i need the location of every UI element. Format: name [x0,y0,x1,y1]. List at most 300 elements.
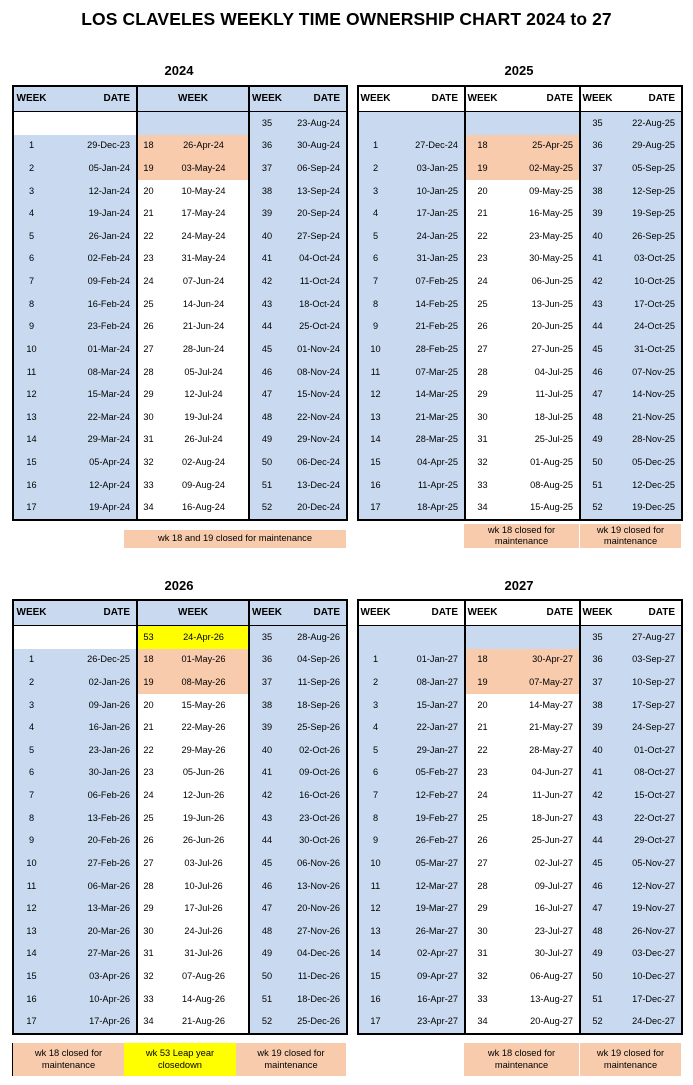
week-number-cell: 39 [249,717,284,740]
date-cell: 04-Jun-27 [499,762,580,785]
date-cell: 01-Jan-27 [392,649,465,672]
week-number-cell: 19 [137,157,159,180]
table-row [358,852,682,875]
week-number-cell: 42 [249,270,284,293]
table-row [358,920,682,943]
date-cell: 23-Feb-24 [49,316,137,339]
date-cell: 31-Jan-25 [392,248,465,271]
table-row [13,270,347,293]
week-number-cell: 4 [358,717,392,740]
week-number-cell: 16 [13,988,49,1011]
table-row [13,451,347,474]
date-cell: 08-Oct-27 [614,762,682,785]
date-cell: 14-Nov-25 [614,384,682,407]
date-cell: 14-Jun-24 [159,293,249,316]
table-row [13,694,347,717]
week-number-cell: 52 [580,497,614,521]
date-cell: 17-Sep-27 [614,694,682,717]
week-number-cell: 25 [137,807,159,830]
table-row [13,830,347,853]
table-row [358,875,682,898]
week-number-cell: 2 [358,671,392,694]
table-row [13,225,347,248]
week-number-cell: 10 [13,338,49,361]
week-number-cell: 50 [249,965,284,988]
table-row [358,694,682,717]
date-cell: 05-Jan-24 [49,157,137,180]
date-cell: 20-Aug-27 [499,1011,580,1035]
week-number-cell: 11 [358,361,392,384]
week-number-cell: 48 [249,406,284,429]
date-cell: 14-Feb-25 [392,293,465,316]
maintenance-note-wk18-19: wk 18 and 19 closed for maintenance [124,530,346,548]
week-number-cell: 47 [580,384,614,407]
week-number-cell: 33 [465,474,499,497]
week-number-cell: 22 [465,225,499,248]
date-cell: 09-Aug-24 [159,474,249,497]
week-number-cell: 47 [249,898,284,921]
table-row [13,717,347,740]
date-cell: 25-Dec-26 [284,1011,347,1035]
week-number-cell: 2 [13,157,49,180]
header-row [358,86,682,112]
date-cell: 28-Nov-25 [614,429,682,452]
header-week: WEEK [580,86,614,112]
date-cell: 13-Dec-24 [284,474,347,497]
date-cell: 10-Dec-27 [614,965,682,988]
header-week: WEEK [580,600,614,626]
week-number-cell: 3 [358,180,392,203]
table-row [358,626,682,649]
date-cell: 22-May-26 [159,717,249,740]
date-cell: 06-Nov-26 [284,852,347,875]
table-row [358,225,682,248]
date-cell: 03-Jan-25 [392,157,465,180]
header-week: WEEK [249,600,284,626]
date-cell: 09-Apr-27 [392,965,465,988]
week-number-cell: 37 [249,157,284,180]
table-2024 [12,85,348,521]
date-cell: 18-Sep-26 [284,694,347,717]
week-number-cell: 36 [580,135,614,158]
week-number-cell: 32 [137,965,159,988]
week-number-cell: 24 [137,784,159,807]
week-number-cell: 26 [137,316,159,339]
week-number-cell: 38 [249,180,284,203]
week-number-cell: 21 [137,203,159,226]
week-number-cell: 28 [465,361,499,384]
week-number-cell: 1 [13,135,49,158]
date-cell: 05-Sep-25 [614,157,682,180]
week-number-cell: 30 [465,406,499,429]
date-cell: 21-Jun-24 [159,316,249,339]
week-number-cell: 45 [249,852,284,875]
week-number-cell: 11 [13,361,49,384]
date-cell: 16-Oct-26 [284,784,347,807]
week-number-cell: 23 [465,762,499,785]
date-cell: 12-Sep-25 [614,180,682,203]
date-cell: 16-Jan-26 [49,717,137,740]
week-number-cell: 40 [249,739,284,762]
table-row [358,429,682,452]
week-number-cell: 46 [580,361,614,384]
week-number-cell: 27 [465,852,499,875]
week-number-cell: 44 [580,316,614,339]
date-cell: 27-Mar-26 [49,943,137,966]
date-cell: 24-Dec-27 [614,1011,682,1035]
table-row [358,157,682,180]
week-number-cell: 24 [465,784,499,807]
date-cell: 11-Sep-26 [284,671,347,694]
week-number-cell: 43 [249,293,284,316]
week-number-cell: 45 [580,852,614,875]
week-number-cell: 4 [13,203,49,226]
date-cell: 05-Jul-24 [159,361,249,384]
maintenance-note-wk19: wk 19 closed for maintenance [580,1043,681,1076]
week-number-cell: 16 [13,474,49,497]
date-cell: 15-May-26 [159,694,249,717]
week-number-cell: 10 [358,338,392,361]
date-cell: 01-Aug-25 [499,451,580,474]
date-cell: 06-Dec-24 [284,451,347,474]
week-number-cell: 44 [580,830,614,853]
table-row [358,762,682,785]
week-number-cell: 9 [13,316,49,339]
week-number-cell: 35 [249,626,284,649]
week-number-cell: 5 [358,225,392,248]
week-number-cell: 51 [249,988,284,1011]
week-number-cell: 12 [13,384,49,407]
week-number-cell: 27 [465,338,499,361]
week-number-cell: 37 [249,671,284,694]
date-cell: 06-Jun-25 [499,270,580,293]
date-cell [392,626,465,649]
date-cell: 17-Apr-26 [49,1011,137,1035]
week-number-cell: 18 [137,135,159,158]
table-row [358,649,682,672]
table-row [358,988,682,1011]
date-cell: 10-Oct-25 [614,270,682,293]
date-cell: 20-Mar-26 [49,920,137,943]
header-week: WEEK [358,86,392,112]
date-cell: 03-Oct-25 [614,248,682,271]
date-cell: 16-Jul-27 [499,898,580,921]
week-number-cell: 39 [580,203,614,226]
week-number-cell: 35 [249,112,284,135]
table-row [13,762,347,785]
date-cell: 19-Sep-25 [614,203,682,226]
table-row [358,180,682,203]
date-cell: 29-Aug-25 [614,135,682,158]
week-number-cell: 31 [465,943,499,966]
week-number-cell: 7 [358,270,392,293]
table-row [13,338,347,361]
header-week: WEEK [13,86,49,112]
table-row [358,807,682,830]
date-cell: 14-Mar-25 [392,384,465,407]
date-cell: 07-Jun-24 [159,270,249,293]
week-number-cell: 20 [137,694,159,717]
week-number-cell: 25 [465,293,499,316]
date-cell [392,112,465,135]
date-cell: 03-Dec-27 [614,943,682,966]
week-number-cell: 6 [13,762,49,785]
date-cell: 15-Aug-25 [499,497,580,521]
date-cell: 04-Sep-26 [284,649,347,672]
week-number-cell: 30 [137,920,159,943]
week-number-cell: 49 [249,429,284,452]
week-number-cell: 50 [580,965,614,988]
week-number-cell: 48 [580,406,614,429]
week-number-cell: 17 [358,497,392,521]
week-number-cell [13,112,49,135]
header-week: WEEK [465,86,499,112]
table-row [13,361,347,384]
date-cell: 30-Oct-26 [284,830,347,853]
table-row [358,338,682,361]
table-row [358,203,682,226]
week-number-cell: 42 [249,784,284,807]
date-cell: 11-Jul-25 [499,384,580,407]
table-row [13,406,347,429]
week-number-cell: 25 [465,807,499,830]
date-cell: 12-Feb-27 [392,784,465,807]
table-row [13,248,347,271]
week-number-cell: 7 [358,784,392,807]
table-row [13,875,347,898]
week-number-cell: 29 [465,384,499,407]
date-cell: 06-Feb-26 [49,784,137,807]
date-cell: 16-Apr-27 [392,988,465,1011]
date-cell: 19-Jan-24 [49,203,137,226]
week-number-cell: 49 [249,943,284,966]
table-2026 [12,599,348,1035]
week-number-cell: 15 [13,451,49,474]
date-cell: 13-Feb-26 [49,807,137,830]
date-cell: 19-Feb-27 [392,807,465,830]
week-number-cell: 14 [13,943,49,966]
date-cell: 05-Feb-27 [392,762,465,785]
header-week: WEEK [358,600,392,626]
date-cell: 26-Dec-25 [49,649,137,672]
table-row [13,807,347,830]
date-cell: 31-Oct-25 [614,338,682,361]
table-row [358,943,682,966]
week-number-cell: 7 [13,270,49,293]
week-number-cell: 5 [13,225,49,248]
date-cell: 02-May-25 [499,157,580,180]
date-cell: 12-Jan-24 [49,180,137,203]
week-number-cell: 1 [358,135,392,158]
header-date: DATE [392,600,465,626]
week-number-cell: 11 [13,875,49,898]
week-number-cell: 51 [249,474,284,497]
date-cell: 20-Jun-25 [499,316,580,339]
table-row [358,497,682,521]
date-cell: 29-Jan-27 [392,739,465,762]
week-number-cell: 21 [137,717,159,740]
week-number-cell: 4 [13,717,49,740]
week-number-cell: 33 [465,988,499,1011]
date-cell: 23-Apr-27 [392,1011,465,1035]
week-number-cell: 21 [465,717,499,740]
table-row [13,784,347,807]
week-number-cell: 10 [358,852,392,875]
week-number-cell: 23 [137,762,159,785]
week-number-cell: 44 [249,830,284,853]
date-cell: 11-Jun-27 [499,784,580,807]
week-number-cell: 30 [465,920,499,943]
date-cell: 05-Dec-25 [614,451,682,474]
date-cell: 16-Aug-24 [159,497,249,521]
week-number-cell: 11 [358,875,392,898]
date-cell: 08-Nov-24 [284,361,347,384]
date-cell: 07-Feb-25 [392,270,465,293]
date-cell: 18-Jun-27 [499,807,580,830]
date-cell: 02-Jan-26 [49,671,137,694]
table-row [358,316,682,339]
week-number-cell: 13 [358,920,392,943]
week-number-cell: 52 [249,1011,284,1035]
header-date: DATE [284,86,347,112]
week-number-cell: 21 [465,203,499,226]
date-cell: 28-Feb-25 [392,338,465,361]
week-number-cell: 16 [358,988,392,1011]
table-row [13,135,347,158]
date-cell: 21-May-27 [499,717,580,740]
date-cell: 20-Dec-24 [284,497,347,521]
date-cell: 23-May-25 [499,225,580,248]
week-number-cell: 37 [580,671,614,694]
date-cell: 17-Jan-25 [392,203,465,226]
date-cell: 23-Aug-24 [284,112,347,135]
table-row [358,474,682,497]
date-cell: 19-Jul-24 [159,406,249,429]
table-row [13,474,347,497]
date-cell: 28-May-27 [499,739,580,762]
week-number-cell: 5 [13,739,49,762]
date-cell: 25-Oct-24 [284,316,347,339]
header-row [13,86,347,112]
date-cell: 26-Apr-24 [159,135,249,158]
table-row [358,248,682,271]
date-cell: 29-Oct-27 [614,830,682,853]
week-number-cell: 41 [580,248,614,271]
date-cell: 06-Mar-26 [49,875,137,898]
week-number-cell [137,112,159,135]
maintenance-note-wk18: wk 18 closed for maintenance [464,524,579,548]
table-row [358,293,682,316]
week-number-cell: 3 [358,694,392,717]
week-number-cell: 4 [358,203,392,226]
date-cell: 21-Feb-25 [392,316,465,339]
date-cell: 22-Aug-25 [614,112,682,135]
date-cell: 02-Feb-24 [49,248,137,271]
date-cell: 24-Sep-27 [614,717,682,740]
date-cell: 30-Apr-27 [499,649,580,672]
date-cell: 30-Jan-26 [49,762,137,785]
date-cell: 17-May-24 [159,203,249,226]
week-number-cell: 50 [580,451,614,474]
week-number-cell: 3 [13,180,49,203]
week-number-cell: 15 [358,451,392,474]
week-number-cell: 6 [13,248,49,271]
table-row [13,739,347,762]
week-number-cell: 14 [358,943,392,966]
date-cell: 27-Jun-25 [499,338,580,361]
date-cell: 04-Dec-26 [284,943,347,966]
date-cell: 12-Mar-27 [392,875,465,898]
year-title-2024: 2024 [164,63,194,78]
week-number-cell: 6 [358,248,392,271]
week-number-cell: 18 [465,649,499,672]
week-number-cell: 34 [137,1011,159,1035]
date-cell: 26-Jan-24 [49,225,137,248]
table-row [13,649,347,672]
week-number-cell: 22 [465,739,499,762]
date-cell: 20-Feb-26 [49,830,137,853]
maintenance-note-wk18: wk 18 closed for maintenance [12,1043,124,1076]
week-number-cell: 26 [137,830,159,853]
date-cell: 26-Feb-27 [392,830,465,853]
week-number-cell: 43 [249,807,284,830]
date-cell: 02-Oct-26 [284,739,347,762]
week-number-cell: 24 [465,270,499,293]
week-number-cell: 51 [580,474,614,497]
date-cell [49,112,137,135]
chart-title: LOS CLAVELES WEEKLY TIME OWNERSHIP CHART 2024 to 27 [81,9,612,29]
date-cell: 12-Jul-24 [159,384,249,407]
table-row [13,852,347,875]
week-number-cell: 49 [580,943,614,966]
week-number-cell: 1 [358,649,392,672]
maintenance-note-wk19: wk 19 closed for maintenance [580,524,681,548]
week-number-cell: 26 [465,316,499,339]
date-cell: 21-Aug-26 [159,1011,249,1035]
date-cell: 18-Oct-24 [284,293,347,316]
date-cell: 09-May-25 [499,180,580,203]
week-number-cell: 3 [13,694,49,717]
week-number-cell: 41 [249,762,284,785]
table-row [13,920,347,943]
week-number-cell: 10 [13,852,49,875]
header-date: DATE [499,86,580,112]
table-row [13,429,347,452]
date-cell: 06-Sep-24 [284,157,347,180]
table-row [358,406,682,429]
week-number-cell [13,626,49,649]
date-cell: 15-Mar-24 [49,384,137,407]
week-number-cell: 39 [580,717,614,740]
week-number-cell: 26 [465,830,499,853]
date-cell: 10-Sep-27 [614,671,682,694]
date-cell: 10-May-24 [159,180,249,203]
date-cell: 02-Aug-24 [159,451,249,474]
week-number-cell: 17 [13,497,49,521]
table-row [358,270,682,293]
week-number-cell: 12 [358,898,392,921]
date-cell: 30-May-25 [499,248,580,271]
week-number-cell: 46 [249,875,284,898]
date-cell: 01-Mar-24 [49,338,137,361]
date-cell: 17-Oct-25 [614,293,682,316]
week-number-cell: 38 [580,180,614,203]
week-number-cell: 36 [580,649,614,672]
date-cell: 26-Nov-27 [614,920,682,943]
header-date: DATE [392,86,465,112]
date-cell: 07-Nov-25 [614,361,682,384]
week-number-cell: 36 [249,649,284,672]
